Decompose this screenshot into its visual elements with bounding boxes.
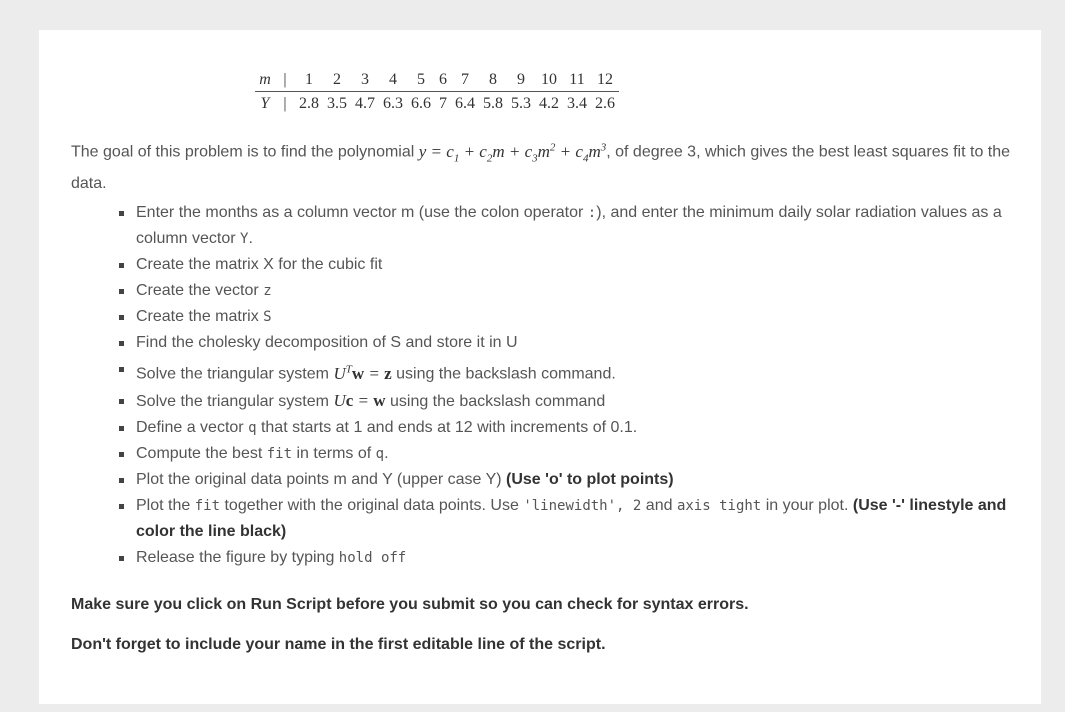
y-value: 5.8: [483, 95, 503, 112]
item-text: Create the vector: [136, 282, 259, 299]
list-item: [119, 278, 1019, 304]
m-value: 6: [435, 68, 451, 92]
data-table: [255, 68, 619, 115]
problem-card: [39, 30, 1041, 704]
list-item: [119, 441, 1019, 467]
y-label: Y: [260, 95, 270, 112]
item-text: in your plot.: [765, 496, 849, 514]
linewidth-code: 'linewidth', 2: [523, 497, 642, 514]
bold-text: (Use '-' linestyle and color the line black): [136, 496, 1007, 540]
list-item: [119, 252, 1019, 278]
fit-code: fit: [194, 497, 221, 514]
m-value: 1: [295, 68, 323, 92]
axis-tight-code: axis tight: [676, 497, 762, 514]
var-code: z: [263, 283, 272, 299]
intro-text-end: , of degree 3, which gives the best least squares fit to the data.: [71, 143, 1011, 193]
y-value: 5.3: [511, 95, 531, 112]
item-text: Create the matrix: [136, 308, 259, 325]
y-value: 3.4: [567, 95, 587, 112]
var-code: S: [263, 309, 272, 325]
instruction-list: [119, 200, 1019, 571]
colon-code: :: [587, 205, 597, 221]
bullet-icon: [119, 315, 124, 320]
m-value: 7: [451, 68, 479, 92]
list-item: [119, 415, 1019, 441]
hold-off-code: hold off: [338, 549, 407, 566]
list-item: [119, 330, 1019, 356]
name-reminder-note: Don't forget to include your name in the first editable line of the script.: [71, 636, 606, 653]
run-script-note: Make sure you click on Run Script before you submit so you can check for syntax errors.: [71, 596, 749, 613]
intro-paragraph: [71, 134, 1011, 197]
equation-uc-w: Uc = w: [333, 390, 386, 410]
m-value: 2: [323, 68, 351, 92]
m-value: 5: [407, 68, 435, 92]
m-value: 8: [479, 68, 507, 92]
list-item: [119, 493, 1019, 545]
y-value: 2.8: [299, 95, 319, 112]
m-value: 4: [379, 68, 407, 92]
var-code: Y: [240, 231, 249, 247]
item-text: using the backslash command.: [396, 365, 616, 383]
item-text: .: [248, 230, 253, 247]
table-row-y: [255, 92, 619, 116]
y-value: 6.6: [411, 95, 431, 112]
var-code: q: [375, 445, 385, 462]
bullet-icon: [119, 399, 124, 404]
bullet-icon: [119, 289, 124, 294]
var-code: q: [248, 419, 257, 436]
y-value: 2.6: [595, 95, 615, 112]
list-item: [119, 304, 1019, 330]
m-value: 12: [591, 68, 619, 92]
bullet-icon: [119, 263, 124, 268]
m-label: m: [255, 68, 275, 92]
item-text: ), and enter the minimum daily solar radiation values as a column vector: [136, 204, 1002, 247]
bullet-icon: [119, 556, 124, 561]
item-text: Find the cholesky decomposition of S and store it in U: [136, 334, 518, 351]
y-value: 7: [439, 95, 447, 112]
y-value: 6.3: [383, 95, 403, 112]
item-text: together with the original data points. Use: [224, 496, 519, 514]
item-text: and: [645, 496, 673, 514]
bullet-icon: [119, 478, 124, 483]
item-text: using the backslash command: [389, 392, 606, 410]
list-item: [119, 388, 1019, 415]
item-text: Compute the best: [136, 444, 263, 462]
bold-text: (Use 'o' to plot points): [506, 470, 674, 488]
y-value: 4.7: [355, 95, 375, 112]
item-text: Plot the original data points m and Y (upper case Y): [136, 470, 502, 488]
bullet-icon: [119, 211, 124, 216]
item-text: Plot the: [136, 496, 191, 514]
item-text: Define a vector: [136, 418, 244, 436]
fit-code: fit: [266, 445, 293, 462]
item-text: Enter the months as a column vector m (use the colon operator: [136, 204, 584, 221]
intro-text: The goal of this problem is to find the polynomial: [71, 143, 415, 161]
y-value: 4.2: [539, 95, 559, 112]
item-text: Release the figure by typing: [136, 548, 335, 566]
m-value: 10: [535, 68, 563, 92]
list-item: [119, 545, 1019, 571]
polynomial-formula: $y = c_1 + c_2m + c_3m^2 + c_4m^3$: [418, 141, 607, 165]
item-text: Solve the triangular system: [136, 365, 329, 383]
bullet-icon: [119, 367, 124, 372]
list-item: [119, 356, 1019, 388]
equation-utw-z: $U^Tw = z$: [333, 363, 392, 383]
y-value: 3.5: [327, 95, 347, 112]
item-text: Solve the triangular system: [136, 392, 329, 410]
m-value: 3: [351, 68, 379, 92]
item-text: in terms of: [296, 444, 372, 462]
list-item: [119, 467, 1019, 493]
m-value: 9: [507, 68, 535, 92]
list-item: [119, 200, 1019, 252]
item-text: .: [384, 444, 389, 462]
item-text: that starts at 1 and ends at 12 with increments of 0.1.: [260, 418, 638, 436]
table-row-m: [255, 68, 619, 92]
m-value: 11: [563, 68, 591, 92]
bullet-icon: [119, 426, 124, 431]
bullet-icon: [119, 341, 124, 346]
separator: |: [275, 68, 295, 92]
item-text: Create the matrix X for the cubic fit: [136, 256, 383, 273]
y-value: 6.4: [455, 95, 475, 112]
separator: |: [283, 95, 287, 112]
bullet-icon: [119, 452, 124, 457]
bullet-icon: [119, 504, 124, 509]
